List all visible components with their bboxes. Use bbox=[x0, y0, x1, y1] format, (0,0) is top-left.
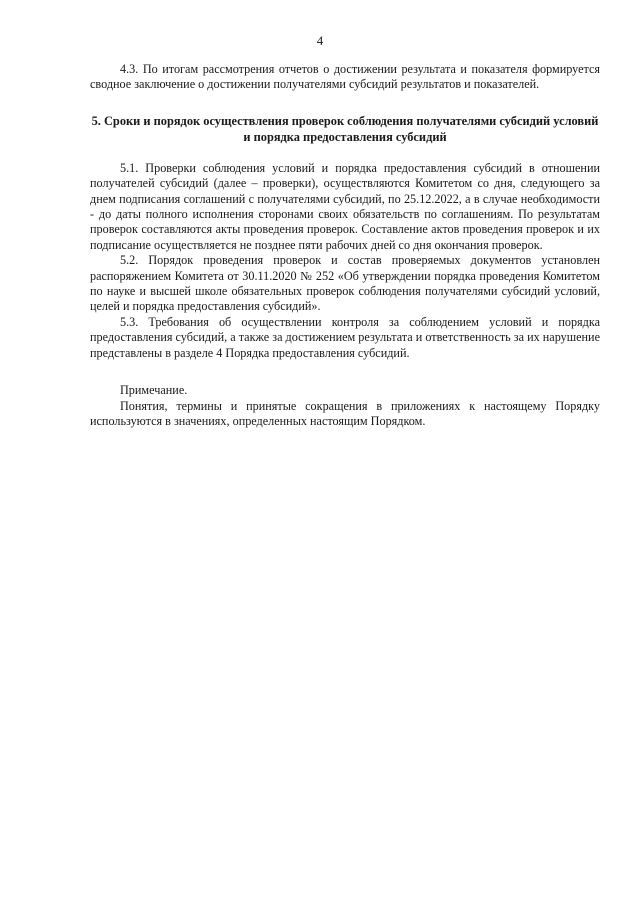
document-body bbox=[90, 62, 600, 429]
section-5-heading: 5. Сроки и порядок осуществления проверок соблюдения получателями субсидий условий и порядка предоставления субсидий bbox=[91, 113, 599, 144]
page-number: 4 bbox=[316, 33, 324, 48]
note-block bbox=[90, 383, 600, 429]
paragraph-5-2: 5.2. Порядок проведения проверок и состав проверяемых документов установлен распоряжением Комитета от 30.11.2020 № 252 «Об утверждении порядка проведения Комитетом по науке и высшей школе обязательных проверок соблюдения получателями субсидий условий, целей и порядка предоставления субсидий». bbox=[90, 253, 600, 314]
note-text: Понятия, термины и принятые сокращения в приложениях к настоящему Порядку используются в значениях, определенных настоящим Порядком. bbox=[90, 398, 600, 428]
paragraph-5-1: 5.1. Проверки соблюдения условий и порядка предоставления субсидий в отношении получателей субсидий (далее – проверки), осуществляются Комитетом со дня, следующего за днем подписания соглашений с получателями субсидий, по 25.12.2022, а в случае необходимости - до даты полного исполнения сторонами своих обязательств по соглашениям. По результатам проверок составляются акты проведения проверок. Составление актов проведения проверок и их подписание осуществляется не позднее пяти рабочих дней со дня окончания проверок. bbox=[90, 160, 600, 252]
paragraph-4-3: 4.3. По итогам рассмотрения отчетов о достижении результата и показателя формируется сводное заключение о достижении получателями субсидий результатов и показателей. bbox=[90, 62, 600, 92]
paragraph-5-3: 5.3. Требования об осуществлении контроля за соблюдением условий и порядка предоставления субсидий, а также за достижением результата и ответственность за их нарушение представлены в разделе 4 Порядка предоставления субсидий. bbox=[90, 314, 600, 360]
note-label: Примечание. bbox=[120, 383, 188, 398]
